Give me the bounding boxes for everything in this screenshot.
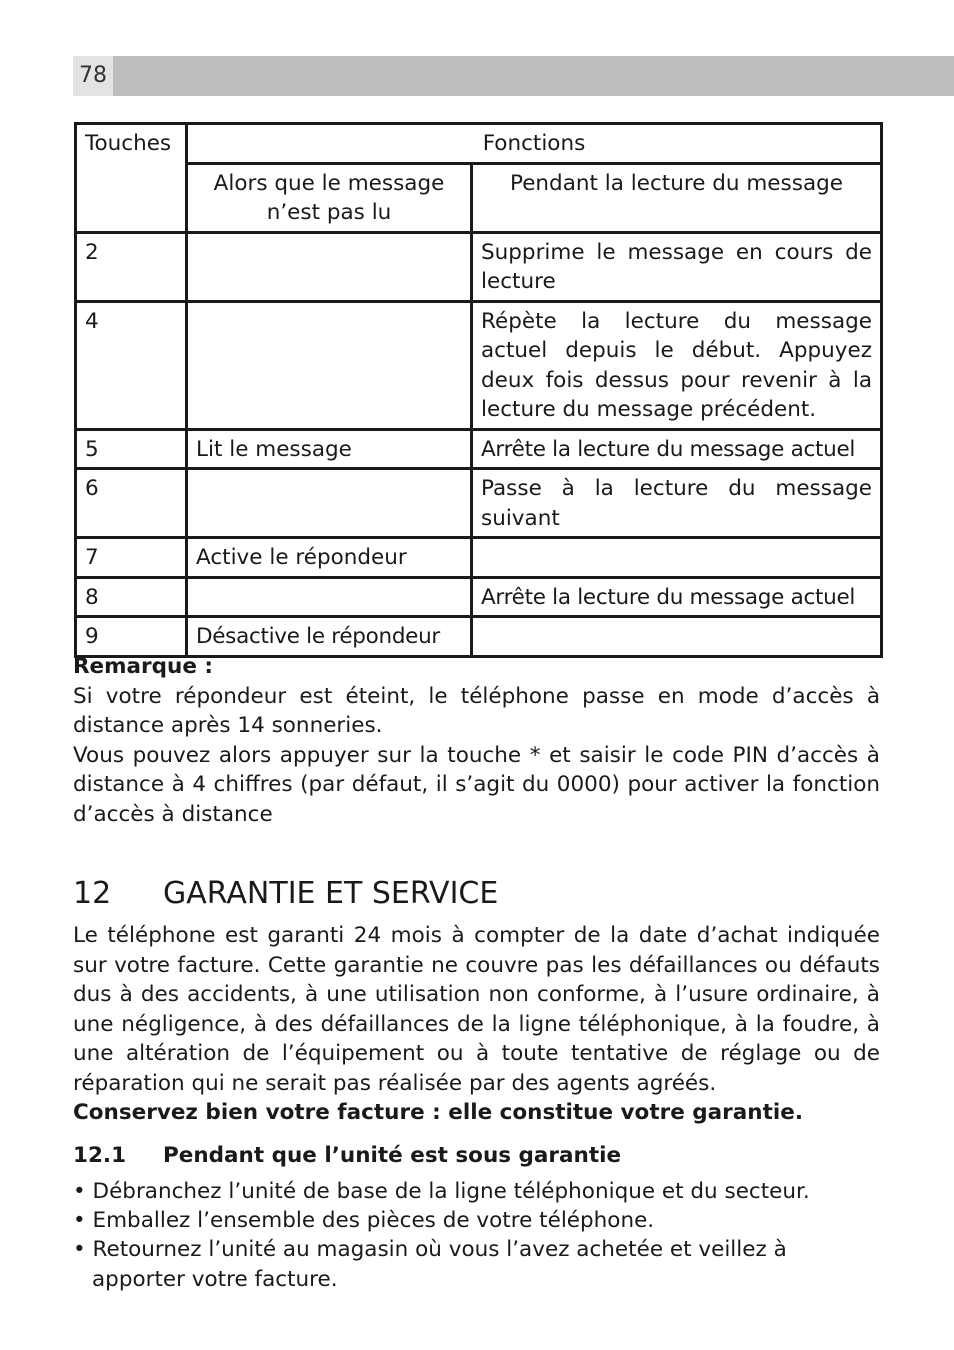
subsection-title: Pendant que l’unité est sous garantie [163, 1143, 622, 1168]
header-keys: Touches [76, 124, 187, 233]
table-row [76, 538, 882, 578]
bullet-list [73, 1177, 880, 1294]
list-item: • Retournez l’unité au magasin où vous l’avez achetée et veillez à apporter votre facture. [73, 1237, 787, 1292]
page-number: 78 [73, 56, 113, 96]
not-read-cell: Active le répondeur [187, 538, 472, 578]
table-row [76, 232, 882, 301]
section-heading [73, 874, 498, 914]
reading-cell [472, 617, 882, 657]
key-cell: 9 [76, 617, 187, 657]
reading-cell: Répète la lecture du message actuel depuis le début. Appuyez deux fois dessus pour revenir à la lecture du message précédent. [472, 301, 882, 429]
reading-cell [472, 538, 882, 578]
table-row [76, 301, 882, 429]
warranty-paragraph: Le téléphone est garanti 24 mois à compter de la date d’achat indiquée sur votre facture. Cette garantie ne couvre pas les défaillances ou défauts dus à des accidents, à une utilisation non conforme, à l’usure ordinaire, à une négligence, à des défaillances de la ligne téléphonique, à la foudre, à une altération de l’équipement ou à toute tentative de réglage ou de réparation qui ne serait pas réalisée par des agents agréés. [73, 923, 880, 1096]
not-read-cell [187, 232, 472, 301]
reading-cell: Arrête la lecture du message actuel [472, 577, 882, 617]
note-paragraph-1: Si votre répondeur est éteint, le téléphone passe en mode d’accès à distance après 14 sonneries. [73, 683, 880, 738]
page-header-bar [73, 56, 954, 96]
list-item: • Emballez l’ensemble des pièces de votre téléphone. [73, 1208, 655, 1234]
section-body [73, 921, 880, 1128]
subheader-not-read: Alors que le message n’est pas lu [187, 163, 472, 232]
not-read-cell [187, 301, 472, 429]
key-cell: 2 [76, 232, 187, 301]
not-read-cell [187, 577, 472, 617]
key-functions-table [74, 122, 883, 658]
section-title: GARANTIE ET SERVICE [163, 876, 499, 911]
note-paragraph-2: Vous pouvez alors appuyer sur la touche * et saisir le code PIN d’accès à distance à 4 chiffres (par défaut, il s’agit du 0000) pour activer la fonction d’accès à distance [73, 742, 880, 827]
section-number: 12 [73, 876, 112, 911]
header-functions: Fonctions [187, 124, 882, 164]
table-row [76, 577, 882, 617]
key-cell: 7 [76, 538, 187, 578]
not-read-cell: Désactive le répondeur [187, 617, 472, 657]
not-read-cell: Lit le message [187, 429, 472, 469]
subheader-reading: Pendant la lecture du message [472, 163, 882, 232]
key-cell: 4 [76, 301, 187, 429]
table-header-row [76, 124, 882, 164]
note-title: Remarque : [73, 654, 214, 679]
subsection-heading [73, 1141, 621, 1171]
table-row [76, 429, 882, 469]
not-read-cell [187, 469, 472, 538]
table-row [76, 617, 882, 657]
key-cell: 8 [76, 577, 187, 617]
key-cell: 6 [76, 469, 187, 538]
list-item: • Débranchez l’unité de base de la ligne téléphonique et du secteur. [73, 1179, 810, 1204]
reading-cell: Arrête la lecture du message actuel [472, 429, 882, 469]
table-row [76, 469, 882, 538]
reading-cell: Passe à la lecture du message suivant [472, 469, 882, 538]
subsection-number: 12.1 [73, 1143, 127, 1168]
warranty-bold-line: Conservez bien votre facture : elle constitue votre garantie. [73, 1100, 803, 1125]
table-subheader-row [76, 163, 882, 232]
reading-cell: Supprime le message en cours de lecture [472, 232, 882, 301]
note-block [73, 652, 880, 829]
key-cell: 5 [76, 429, 187, 469]
